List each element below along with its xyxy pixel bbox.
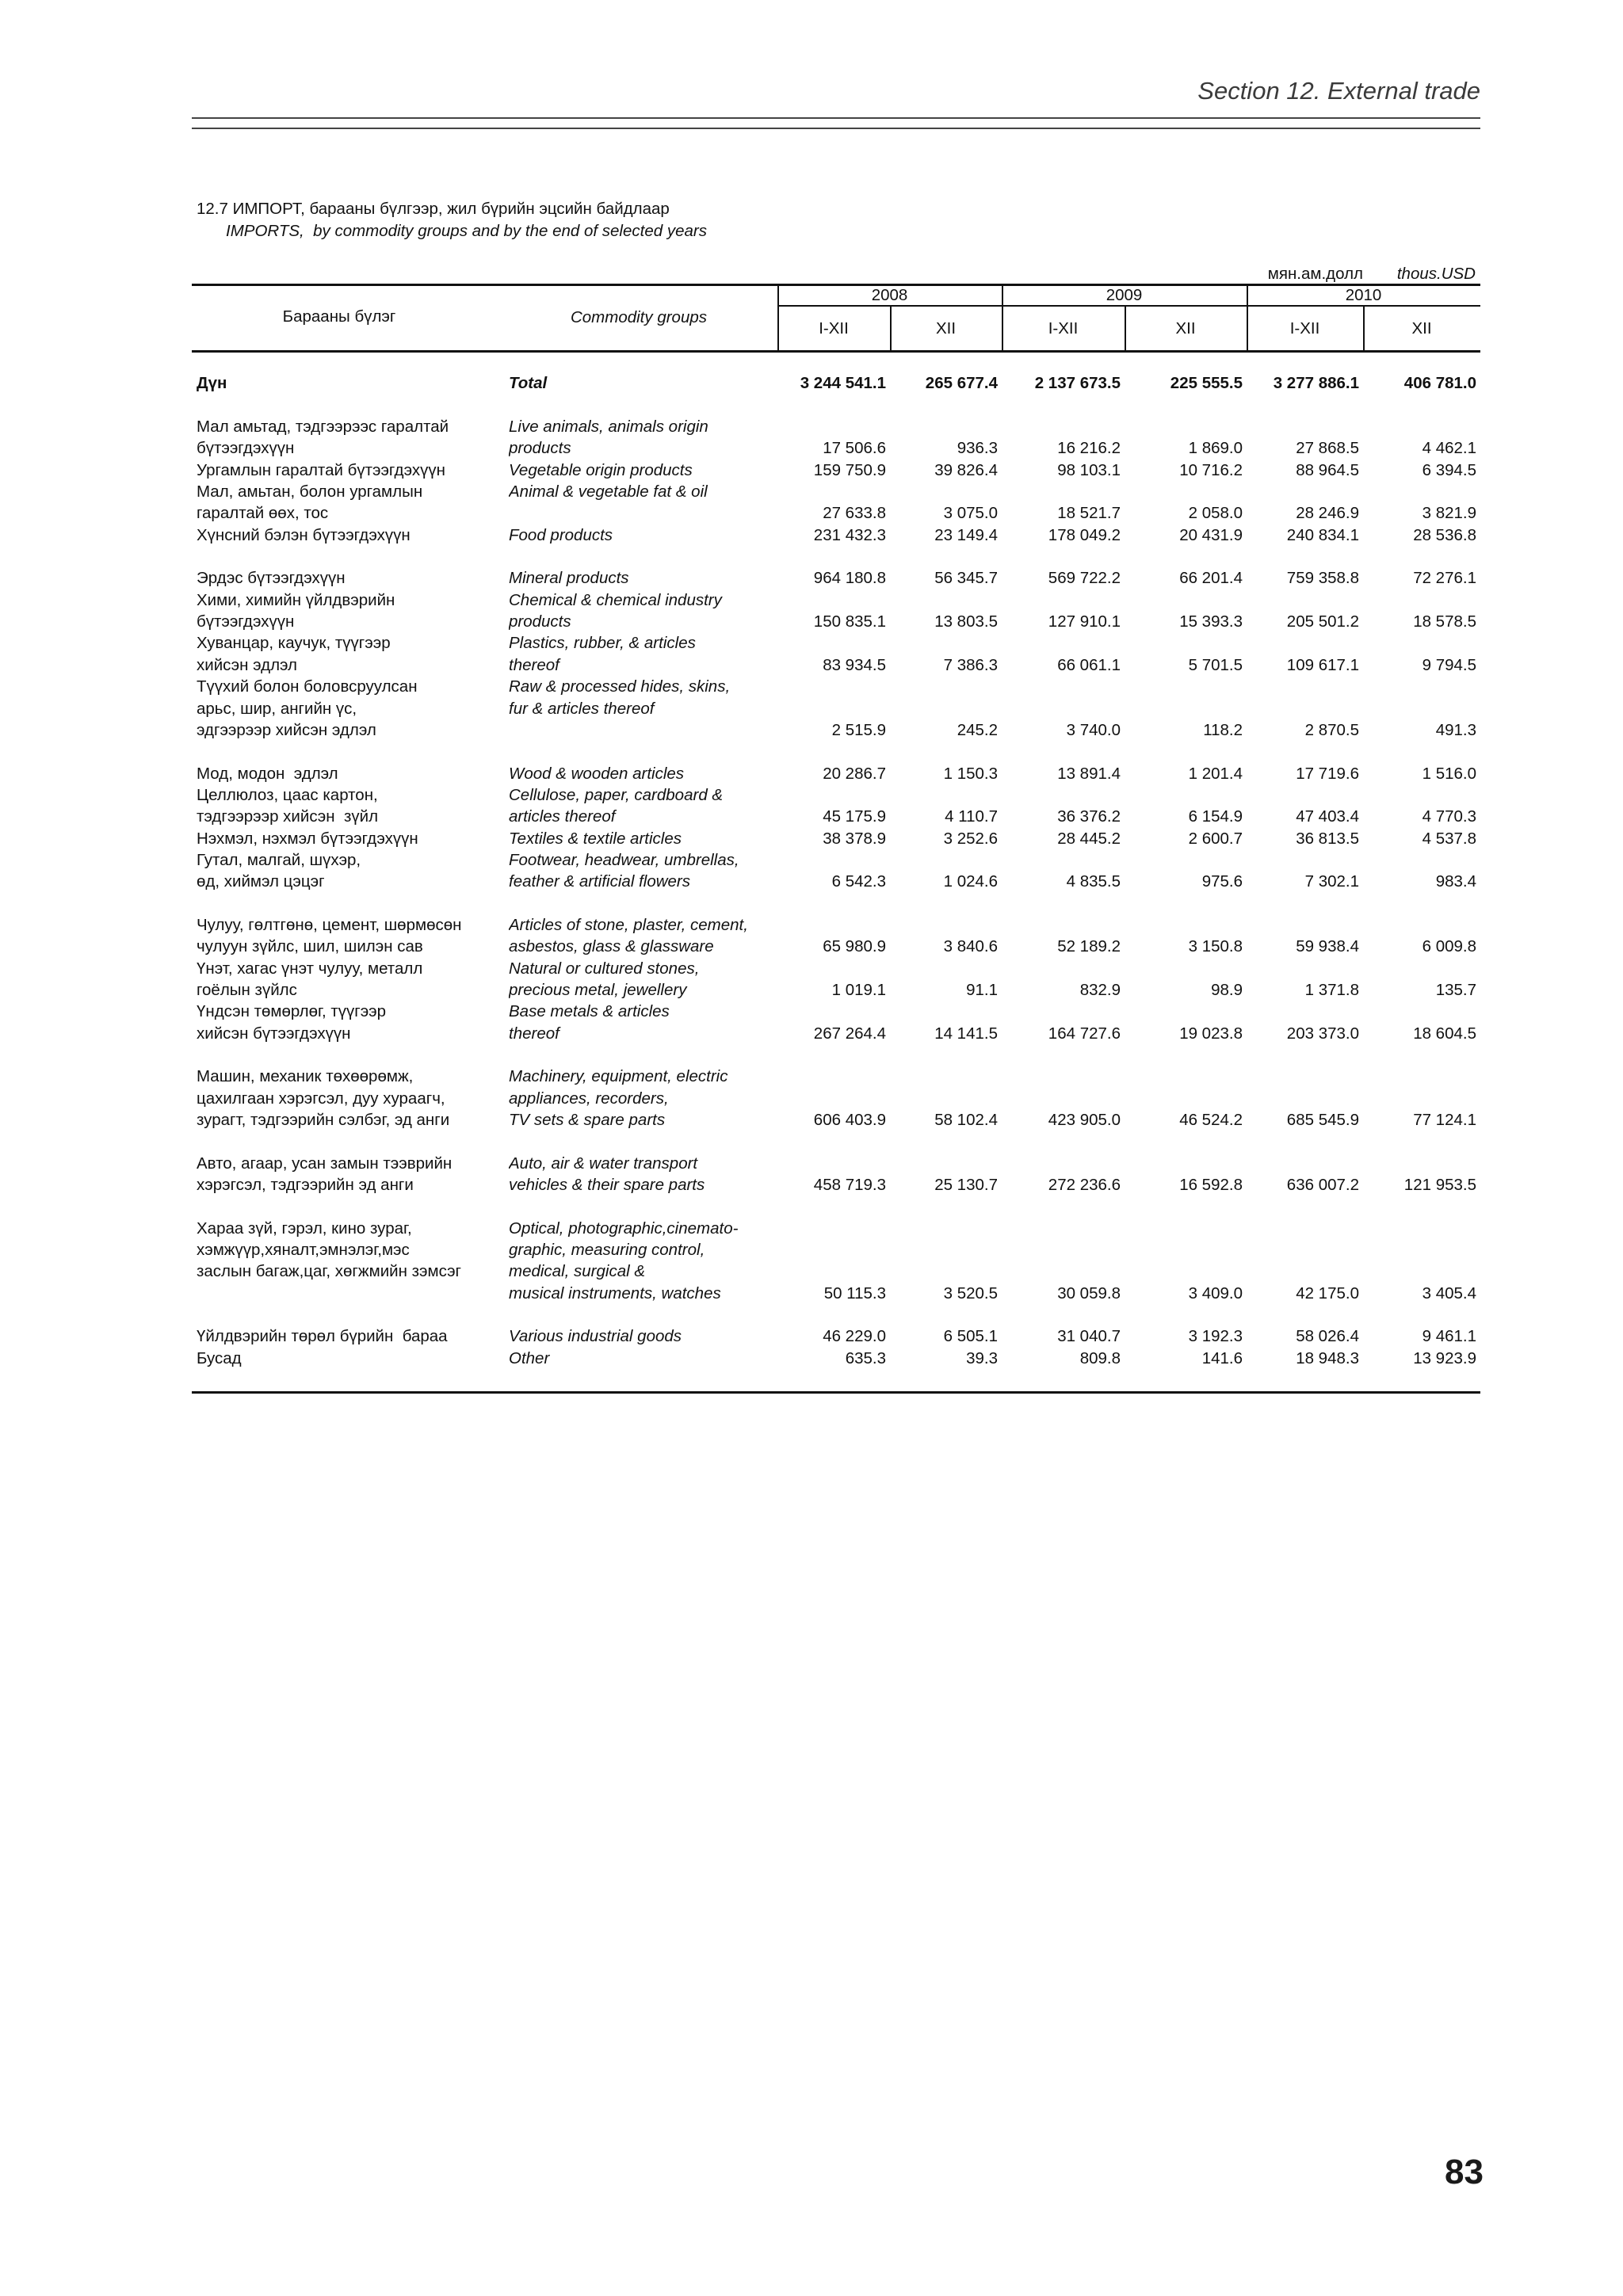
commodity-name-en: Raw & processed hides, skins, (509, 677, 731, 696)
cell-2010-i-xii: 28 246.9 (1296, 504, 1359, 523)
commodity-name-mn: тэдгээрээр хийсэн зүйл (197, 807, 379, 826)
cell-2010-xii: 18 578.5 (1413, 612, 1476, 631)
unit-label-mn: мян.ам.долл (1267, 265, 1363, 283)
cell-2009-xii: 141.6 (1201, 1348, 1243, 1367)
row-line (192, 676, 1480, 697)
table-row (192, 1001, 1480, 1044)
cell-2010-xii: 9 794.5 (1422, 655, 1476, 674)
table-body (192, 351, 1480, 1394)
row-line (192, 1088, 1480, 1109)
col-header-commodity-mn: Барааны бүлэг (282, 307, 396, 326)
cell-2009-i-xii: 164 727.6 (1048, 1024, 1121, 1043)
cell-2008-i-xii: 231 432.3 (813, 525, 886, 544)
cell-2008-i-xii: 27 633.8 (823, 504, 886, 523)
cell-2008-xii: 25 130.7 (934, 1176, 998, 1195)
cell-2009-xii: 2 058.0 (1188, 504, 1243, 523)
cell-2009-xii: 1 201.4 (1188, 764, 1243, 783)
year-header-2010: 2010 (1345, 286, 1382, 304)
row-line (192, 416, 1480, 437)
commodity-name-mn: зурагт, тэдгээрийн сэлбэг, эд анги (197, 1111, 450, 1130)
cell-2008-xii: 56 345.7 (934, 569, 998, 588)
commodity-name-en: products (509, 439, 571, 458)
cell-2010-i-xii: 27 868.5 (1296, 439, 1359, 458)
cell-2010-xii: 1 516.0 (1422, 764, 1476, 783)
blank-line (192, 1304, 1480, 1325)
cell-2009-xii: 1 869.0 (1188, 439, 1243, 458)
commodity-name-mn: бүтээгдэхүүн (197, 439, 295, 458)
commodity-name-en: Textiles & textile articles (509, 829, 682, 848)
row-line (192, 784, 1480, 806)
row-line (192, 372, 1480, 394)
commodity-name-en: Base metals & articles (509, 1002, 670, 1021)
commodity-name-en: thereof (509, 1024, 559, 1043)
commodity-name-en: Footwear, headwear, umbrellas, (509, 850, 739, 869)
row-line (192, 437, 1480, 459)
commodity-name-mn: цахилгаан хэрэгсэл, дуу хураагч, (197, 1089, 445, 1108)
cell-2009-xii: 3 150.8 (1188, 937, 1243, 956)
blank-line (192, 351, 1480, 372)
blank-line (192, 741, 1480, 762)
cell-2008-i-xii: 6 542.3 (831, 872, 886, 891)
period-header-2008-i-xii: I-XII (819, 319, 849, 338)
row-line (192, 1066, 1480, 1087)
cell-2008-xii: 1 024.6 (943, 872, 998, 891)
commodity-name-en: Animal & vegetable fat & oil (509, 482, 708, 502)
table-row (192, 1218, 1480, 1304)
cell-2008-i-xii: 635.3 (845, 1348, 886, 1367)
commodity-name-mn: Дүн (197, 374, 227, 393)
row-line (192, 1239, 1480, 1261)
cell-2009-i-xii: 178 049.2 (1048, 525, 1121, 544)
cell-2009-xii: 19 023.8 (1179, 1024, 1243, 1043)
commodity-name-en: Live animals, animals origin (509, 418, 708, 437)
cell-2010-xii: 4 770.3 (1422, 807, 1476, 826)
cell-2009-i-xii: 52 189.2 (1057, 937, 1121, 956)
cell-2010-i-xii: 36 813.5 (1296, 829, 1359, 848)
cell-2010-xii: 406 781.0 (1403, 374, 1476, 393)
cell-2008-xii: 23 149.4 (934, 525, 998, 544)
row-line (192, 502, 1480, 524)
commodity-name-en: Vegetable origin products (509, 460, 693, 479)
cell-2009-xii: 2 600.7 (1188, 829, 1243, 848)
row-line (192, 654, 1480, 676)
commodity-name-en: medical, surgical & (509, 1262, 646, 1281)
cell-2009-i-xii: 832.9 (1079, 980, 1121, 999)
cell-2009-xii: 10 716.2 (1179, 460, 1243, 479)
table-title-mn: 12.7 ИМПОРТ, барааны бүлгээр, жил бүрийн эцсийн байдлаар (197, 200, 670, 218)
table-row (192, 460, 1480, 481)
cell-2008-i-xii: 964 180.8 (813, 569, 886, 588)
period-header-2008-xii: XII (935, 319, 957, 338)
commodity-name-mn (192, 1283, 509, 1304)
row-line (192, 763, 1480, 784)
table-row (192, 1066, 1480, 1131)
cell-2008-i-xii: 38 378.9 (823, 829, 886, 848)
cell-2008-xii: 6 505.1 (943, 1327, 998, 1346)
cell-2010-xii: 6 394.5 (1422, 460, 1476, 479)
cell-2010-xii: 135.7 (1435, 980, 1476, 999)
commodity-name-en: Plastics, rubber, & articles (509, 634, 696, 653)
cell-2008-i-xii: 20 286.7 (823, 764, 886, 783)
year-header-2009: 2009 (1106, 286, 1143, 304)
commodity-name-mn: Үйлдвэрийн төрөл бүрийн бараа (197, 1327, 448, 1346)
cell-2009-i-xii: 16 216.2 (1057, 439, 1121, 458)
row-line (192, 611, 1480, 632)
cell-2010-i-xii: 240 834.1 (1286, 525, 1359, 544)
cell-2009-xii: 98.9 (1211, 980, 1243, 999)
cell-2010-xii: 77 124.1 (1413, 1111, 1476, 1130)
row-line (192, 698, 1480, 719)
commodity-name-mn: Түүхий болон боловсруулсан (197, 677, 418, 696)
cell-2010-xii: 13 923.9 (1413, 1348, 1476, 1367)
cell-2010-i-xii: 109 617.1 (1286, 655, 1359, 674)
commodity-name-en: Machinery, equipment, electric (509, 1067, 728, 1086)
row-line (192, 1109, 1480, 1131)
cell-2008-i-xii: 2 515.9 (831, 720, 886, 739)
cell-2008-xii: 936.3 (957, 439, 998, 458)
cell-2008-i-xii: 1 019.1 (831, 980, 886, 999)
cell-2009-xii: 15 393.3 (1179, 612, 1243, 631)
row-line (192, 1325, 1480, 1347)
cell-2008-i-xii: 458 719.3 (813, 1176, 886, 1195)
commodity-name-mn: Ургамлын гаралтай бүтээгдэхүүн (197, 460, 445, 479)
cell-2009-i-xii: 569 722.2 (1048, 569, 1121, 588)
cell-2010-xii: 491.3 (1435, 720, 1476, 739)
cell-2008-xii: 58 102.4 (934, 1111, 998, 1130)
cell-2010-i-xii: 58 026.4 (1296, 1327, 1359, 1346)
cell-2008-xii: 39 826.4 (934, 460, 998, 479)
table-row (192, 849, 1480, 893)
cell-2008-i-xii: 267 264.4 (813, 1024, 886, 1043)
commodity-name-en: Cellulose, paper, cardboard & (509, 785, 724, 804)
table-title-en: IMPORTS, by commodity groups and by the end of selected years (226, 222, 707, 240)
commodity-name-mn: хийсэн эдлэл (197, 655, 298, 674)
commodity-name-mn: Мал, амьтан, болон ургамлын (197, 482, 423, 502)
commodity-name-mn: Чулуу, гөлтгөнө, цемент, шөрмөсөн (197, 915, 462, 934)
commodity-name-mn: Целлюлоз, цаас картон, (197, 785, 378, 804)
cell-2010-i-xii: 636 007.2 (1286, 1176, 1359, 1195)
cell-2008-i-xii: 65 980.9 (823, 937, 886, 956)
commodity-name-mn: хэмжүүр,хяналт,эмнэлэг,мэс (197, 1241, 410, 1260)
cell-2009-xii: 3 409.0 (1188, 1283, 1243, 1302)
commodity-name-en: thereof (509, 655, 559, 674)
row-line (192, 460, 1480, 481)
blank-line (192, 893, 1480, 914)
cell-2009-xii: 46 524.2 (1179, 1111, 1243, 1130)
commodity-name-en: Other (509, 1348, 550, 1367)
commodity-name-en: precious metal, jewellery (509, 980, 687, 999)
commodity-name-mn: хийсэн бүтээгдэхүүн (197, 1024, 351, 1043)
commodity-name-mn: гаралтай өөх, тос (197, 504, 329, 523)
blank-line (192, 1196, 1480, 1217)
commodity-name-en: Articles of stone, plaster, cement, (509, 915, 748, 934)
table-header (192, 284, 1480, 353)
row-line (192, 958, 1480, 979)
commodity-name-en: feather & artificial flowers (509, 872, 691, 891)
year-header-2008: 2008 (871, 286, 908, 304)
row-line (192, 828, 1480, 849)
row-line (192, 1218, 1480, 1239)
cell-2009-i-xii: 31 040.7 (1057, 1327, 1121, 1346)
cell-2010-xii: 4 537.8 (1422, 829, 1476, 848)
commodity-name-mn: арьс, шир, ангийн үс, (197, 699, 357, 718)
cell-2008-xii: 4 110.7 (945, 807, 998, 826)
blank-line (192, 395, 1480, 416)
commodity-name-en: vehicles & their spare parts (509, 1176, 705, 1195)
table-row (192, 1348, 1480, 1369)
row-line (192, 936, 1480, 957)
commodity-name-mn: Хараа зүй, гэрэл, кино зураг, (197, 1219, 412, 1238)
table-row (192, 481, 1480, 524)
row-line (192, 481, 1480, 502)
cell-2008-i-xii: 83 934.5 (823, 655, 886, 674)
cell-2010-i-xii: 18 948.3 (1296, 1348, 1359, 1367)
table-row (192, 958, 1480, 1001)
row-line (192, 849, 1480, 871)
cell-2008-i-xii: 17 506.6 (823, 439, 886, 458)
row-line (192, 979, 1480, 1001)
cell-2008-i-xii: 606 403.9 (813, 1111, 886, 1130)
commodity-name-en: articles thereof (509, 807, 616, 826)
cell-2010-xii: 121 953.5 (1403, 1176, 1476, 1195)
cell-2008-i-xii: 45 175.9 (823, 807, 886, 826)
cell-2010-i-xii: 3 277 886.1 (1273, 374, 1359, 393)
period-header-2010-xii: XII (1411, 319, 1432, 338)
cell-2009-xii: 6 154.9 (1188, 807, 1243, 826)
commodity-name-en: Auto, air & water transport (509, 1154, 698, 1173)
page-number: 83 (1445, 2153, 1484, 2191)
total-row (192, 372, 1480, 394)
table-row (192, 1325, 1480, 1347)
table-row (192, 784, 1480, 828)
commodity-name-mn: Хими, химийн үйлдвэрийн (197, 590, 395, 609)
cell-2010-i-xii: 759 358.8 (1286, 569, 1359, 588)
cell-2010-i-xii: 88 964.5 (1296, 460, 1359, 479)
cell-2009-i-xii: 36 376.2 (1057, 807, 1121, 826)
cell-2009-i-xii: 272 236.6 (1048, 1176, 1121, 1195)
section-title: Section 12. External trade (1197, 77, 1480, 105)
cell-2009-i-xii: 28 445.2 (1057, 829, 1121, 848)
commodity-name-en: asbestos, glass & glassware (509, 937, 714, 956)
cell-2010-i-xii: 1 371.8 (1304, 980, 1359, 999)
blank-line (192, 1044, 1480, 1066)
commodity-name-en: Wood & wooden articles (509, 764, 685, 783)
cell-2009-i-xii: 127 910.1 (1048, 612, 1121, 631)
commodity-name-mn: Эрдэс бүтээгдэхүүн (197, 569, 346, 588)
commodity-name-mn: Хуванцар, каучук, түүгээр (197, 634, 391, 653)
commodity-name-en (509, 502, 777, 524)
row-line (192, 914, 1480, 936)
row-line (192, 1174, 1480, 1196)
commodity-name-mn: эдгээрээр хийсэн эдлэл (197, 720, 376, 739)
table-row (192, 567, 1480, 589)
cell-2009-xii: 3 192.3 (1188, 1327, 1243, 1346)
commodity-name-mn: чулуун зүйлс, шил, шилэн сав (197, 937, 423, 956)
commodity-name-mn: хэрэгсэл, тэдгээрийн эд анги (197, 1176, 414, 1195)
table-row (192, 632, 1480, 676)
table-row (192, 914, 1480, 958)
blank-line (192, 1369, 1480, 1390)
cell-2009-i-xii: 4 835.5 (1066, 872, 1121, 891)
cell-2008-i-xii: 3 244 541.1 (800, 374, 886, 393)
cell-2009-xii: 66 201.4 (1179, 569, 1243, 588)
commodity-name-en: Optical, photographic,cinemato- (509, 1219, 739, 1238)
cell-2008-xii: 39.3 (966, 1348, 998, 1367)
table-row (192, 524, 1480, 546)
cell-2008-xii: 245.2 (957, 720, 998, 739)
table-row (192, 416, 1480, 460)
cell-2009-xii: 5 701.5 (1188, 655, 1243, 674)
cell-2008-xii: 1 150.3 (943, 764, 998, 783)
row-line (192, 719, 1480, 741)
cell-2008-i-xii: 46 229.0 (823, 1327, 886, 1346)
commodity-name-mn: Бусад (197, 1348, 242, 1367)
cell-2009-xii: 16 592.8 (1179, 1176, 1243, 1195)
commodity-name-mn: Мал амьтад, тэдгээрээс гаралтай (197, 418, 449, 437)
cell-2009-xii: 975.6 (1201, 872, 1243, 891)
cell-2009-i-xii: 2 137 673.5 (1034, 374, 1121, 393)
row-line (192, 1023, 1480, 1044)
period-header-2010-i-xii: I-XII (1289, 319, 1320, 338)
cell-2010-i-xii: 59 938.4 (1296, 937, 1359, 956)
commodity-name-en: musical instruments, watches (509, 1283, 721, 1302)
cell-2010-i-xii: 7 302.1 (1304, 872, 1359, 891)
header-rule-top (192, 117, 1480, 119)
cell-2010-xii: 3 821.9 (1422, 504, 1476, 523)
commodity-name-mn: Хүнсний бэлэн бүтээгдэхүүн (197, 525, 411, 544)
cell-2008-xii: 14 141.5 (934, 1024, 998, 1043)
cell-2009-i-xii: 98 103.1 (1057, 460, 1121, 479)
commodity-name-en: Various industrial goods (509, 1327, 682, 1346)
commodity-name-en: graphic, measuring control, (509, 1241, 705, 1260)
commodity-name-en (509, 719, 777, 741)
table-row (192, 763, 1480, 784)
cell-2010-xii: 18 604.5 (1413, 1024, 1476, 1043)
cell-2009-xii: 118.2 (1203, 720, 1243, 739)
cell-2008-i-xii: 50 115.3 (823, 1283, 886, 1302)
commodity-name-en: TV sets & spare parts (509, 1111, 666, 1130)
row-line (192, 1283, 1480, 1304)
cell-2010-xii: 983.4 (1435, 872, 1476, 891)
cell-2009-i-xii: 30 059.8 (1057, 1283, 1121, 1302)
row-line (192, 1153, 1480, 1174)
period-header-2009-i-xii: I-XII (1048, 319, 1079, 338)
table-bottom-rule (192, 1391, 1480, 1394)
cell-2008-xii: 91.1 (966, 980, 998, 999)
cell-2008-i-xii: 150 835.1 (813, 612, 886, 631)
cell-2008-xii: 7 386.3 (943, 655, 998, 674)
cell-2008-xii: 3 252.6 (943, 829, 998, 848)
col-header-commodity-en: Commodity groups (570, 308, 708, 326)
commodity-name-mn: Авто, агаар, усан замын тээврийн (197, 1154, 453, 1173)
cell-2009-i-xii: 423 905.0 (1048, 1111, 1121, 1130)
cell-2010-i-xii: 42 175.0 (1296, 1283, 1359, 1302)
cell-2010-xii: 4 462.1 (1422, 439, 1476, 458)
cell-2008-xii: 3 840.6 (943, 937, 998, 956)
cell-2010-xii: 3 405.4 (1422, 1283, 1476, 1302)
cell-2010-i-xii: 685 545.9 (1286, 1111, 1359, 1130)
table-row (192, 589, 1480, 633)
table-row (192, 828, 1480, 849)
cell-2009-i-xii: 3 740.0 (1066, 720, 1121, 739)
cell-2010-xii: 72 276.1 (1413, 569, 1476, 588)
cell-2010-xii: 28 536.8 (1413, 525, 1476, 544)
commodity-name-mn: Үндсэн төмөрлөг, түүгээр (197, 1002, 387, 1021)
commodity-name-en: fur & articles thereof (509, 699, 655, 718)
unit-label-en: thous.USD (1396, 265, 1476, 283)
row-line (192, 632, 1480, 654)
cell-2009-i-xii: 809.8 (1079, 1348, 1121, 1367)
blank-line (192, 1131, 1480, 1152)
cell-2008-xii: 3 075.0 (943, 504, 998, 523)
row-line (192, 871, 1480, 892)
cell-2010-i-xii: 17 719.6 (1296, 764, 1359, 783)
cell-2008-xii: 265 677.4 (925, 374, 998, 393)
row-line (192, 567, 1480, 589)
cell-2008-xii: 3 520.5 (943, 1283, 998, 1302)
commodity-name-mn: Гутал, малгай, шүхэр, (197, 850, 361, 869)
table-row (192, 1153, 1480, 1196)
header-rule-bottom (192, 128, 1480, 129)
cell-2010-i-xii: 47 403.4 (1296, 807, 1359, 826)
commodity-name-mn: Үнэт, хагас үнэт чулуу, металл (197, 959, 423, 978)
blank-line (192, 546, 1480, 567)
cell-2010-i-xii: 203 373.0 (1286, 1024, 1359, 1043)
commodity-name-mn: өд, хиймэл цэцэг (197, 872, 325, 891)
cell-2009-xii: 225 555.5 (1170, 374, 1243, 393)
commodity-name-mn: бүтээгдэхүүн (197, 612, 295, 631)
row-line (192, 1348, 1480, 1369)
cell-2009-i-xii: 18 521.7 (1057, 504, 1121, 523)
commodity-name-en: Mineral products (509, 569, 629, 588)
period-header-2009-xii: XII (1175, 319, 1196, 338)
cell-2010-xii: 9 461.1 (1422, 1327, 1476, 1346)
cell-2010-i-xii: 205 501.2 (1286, 612, 1359, 631)
cell-2008-i-xii: 159 750.9 (813, 460, 886, 479)
row-line (192, 1001, 1480, 1022)
commodity-name-mn: Нэхмэл, нэхмэл бүтээгдэхүүн (197, 829, 418, 848)
table-row (192, 676, 1480, 741)
cell-2009-i-xii: 13 891.4 (1057, 764, 1121, 783)
cell-2010-xii: 6 009.8 (1422, 937, 1476, 956)
commodity-name-mn: Мод, модон эдлэл (197, 764, 338, 783)
commodity-name-mn: заслын багаж,цаг, хөгжмийн зэмсэг (197, 1262, 462, 1281)
cell-2009-xii: 20 431.9 (1179, 525, 1243, 544)
cell-2009-i-xii: 66 061.1 (1057, 655, 1121, 674)
commodity-name-en: products (509, 612, 571, 631)
commodity-name-mn: Машин, механик төхөөрөмж, (197, 1067, 414, 1086)
row-line (192, 589, 1480, 611)
row-line (192, 1261, 1480, 1282)
cell-2010-i-xii: 2 870.5 (1304, 720, 1359, 739)
commodity-name-en: Natural or cultured stones, (509, 959, 700, 978)
commodity-name-mn: гоёлын зүйлс (197, 980, 297, 999)
commodity-name-en: appliances, recorders, (509, 1089, 669, 1108)
row-line (192, 524, 1480, 546)
cell-2008-xii: 13 803.5 (934, 612, 998, 631)
row-line (192, 806, 1480, 827)
commodity-name-en: Total (509, 374, 548, 393)
commodity-name-en: Food products (509, 525, 613, 544)
commodity-name-en: Chemical & chemical industry (509, 590, 722, 609)
